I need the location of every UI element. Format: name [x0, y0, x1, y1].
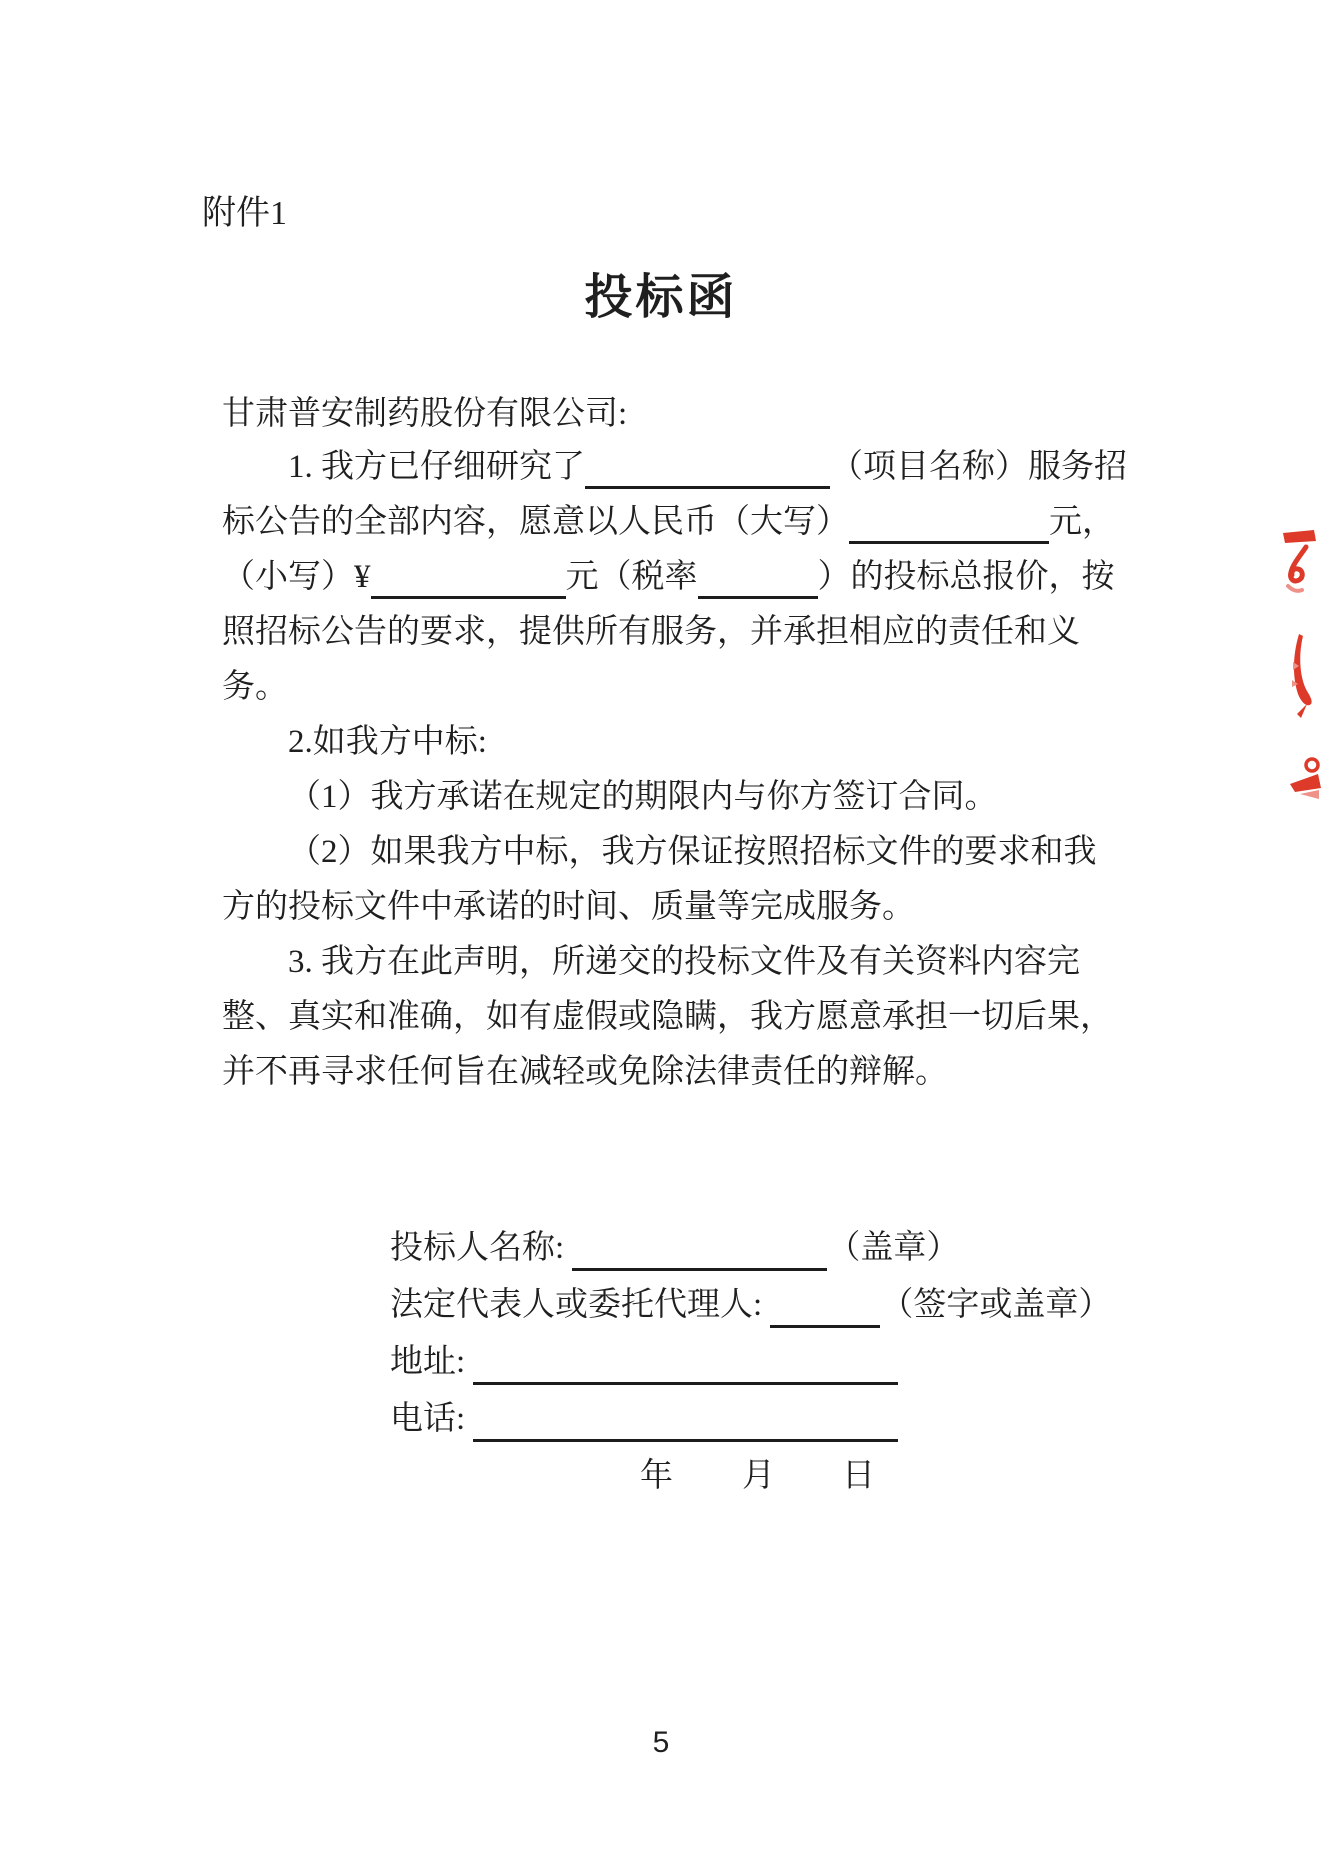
text-run: ）的投标总报价，按 [817, 559, 1115, 595]
body-line [222, 550, 1127, 605]
signature-line [390, 1334, 1190, 1391]
fill-in-blank [473, 1348, 898, 1385]
letter-body [222, 440, 1127, 1100]
date-day-label: 日 [842, 1458, 875, 1494]
text-run: （小写）¥ [222, 559, 371, 595]
text-run: （2）如果我方中标，我方保证按照招标文件的要求和我 [288, 834, 1097, 870]
text-run: 投标人名称: [390, 1230, 573, 1266]
text-run: 元， [1049, 504, 1115, 540]
text-run: 电话: [390, 1401, 474, 1437]
body-line [222, 1045, 1127, 1100]
attachment-label: 附件1 [202, 195, 287, 232]
text-run: 并不再寻求任何旨在减轻或免除法律责任的辩解。 [222, 1054, 948, 1090]
seal-fragment-top [1276, 528, 1318, 611]
fill-in-blank [371, 562, 566, 599]
body-line [222, 605, 1127, 660]
fill-in-blank [770, 1291, 880, 1328]
body-line [222, 660, 1127, 715]
fill-in-blank [849, 507, 1049, 544]
document-title: 投标函 [584, 271, 738, 324]
text-run: 2.如我方中标: [288, 724, 487, 760]
text-run: 3. 我方在此声明，所递交的投标文件及有关资料内容完 [288, 944, 1080, 980]
body-line [222, 440, 1127, 495]
body-line [222, 990, 1127, 1045]
date-line [390, 1448, 1190, 1505]
date-year-label: 年 [640, 1458, 673, 1494]
body-line [222, 880, 1127, 935]
body-line [222, 715, 1127, 770]
page-number: 5 [652, 1726, 670, 1759]
body-line [222, 495, 1127, 550]
text-run: 法定代表人或委托代理人: [390, 1287, 771, 1323]
text-run: （项目名称）服务招 [830, 449, 1127, 485]
salutation-line: 甘肃普安制药股份有限公司: [222, 396, 628, 432]
fill-in-blank [473, 1405, 898, 1442]
signature-line [390, 1220, 1190, 1277]
signature-lines [390, 1220, 1190, 1448]
text-run: 整、真实和准确，如有虚假或隐瞒，我方愿意承担一切后果， [222, 999, 1113, 1035]
text-run: 照招标公告的要求，提供所有服务，并承担相应的责任和义 [222, 614, 1080, 650]
signature-block [390, 1220, 1190, 1505]
seal-fragment-bottom [1288, 756, 1322, 811]
text-run: 标公告的全部内容，愿意以人民币（大写） [222, 504, 849, 540]
text-run: （1）我方承诺在规定的期限内与你方签订合同。 [288, 779, 998, 815]
seal-fragment-middle [1283, 634, 1317, 725]
body-line [222, 770, 1127, 825]
text-run: 元（税率 [565, 559, 698, 595]
date-month-label: 月 [742, 1458, 775, 1494]
fill-in-blank [698, 562, 818, 599]
text-run: （盖章） [827, 1230, 960, 1266]
fill-in-blank [572, 1234, 827, 1271]
text-run: 务。 [222, 669, 288, 705]
signature-line [390, 1277, 1190, 1334]
body-line [222, 825, 1127, 880]
fill-in-blank [585, 452, 830, 489]
body-line [222, 935, 1127, 990]
text-run: 方的投标文件中承诺的时间、质量等完成服务。 [222, 889, 915, 925]
text-run: （签字或盖章） [880, 1287, 1112, 1323]
signature-line [390, 1391, 1190, 1448]
text-run: 1. 我方已仔细研究了 [288, 449, 585, 485]
text-run: 地址: [390, 1344, 474, 1380]
